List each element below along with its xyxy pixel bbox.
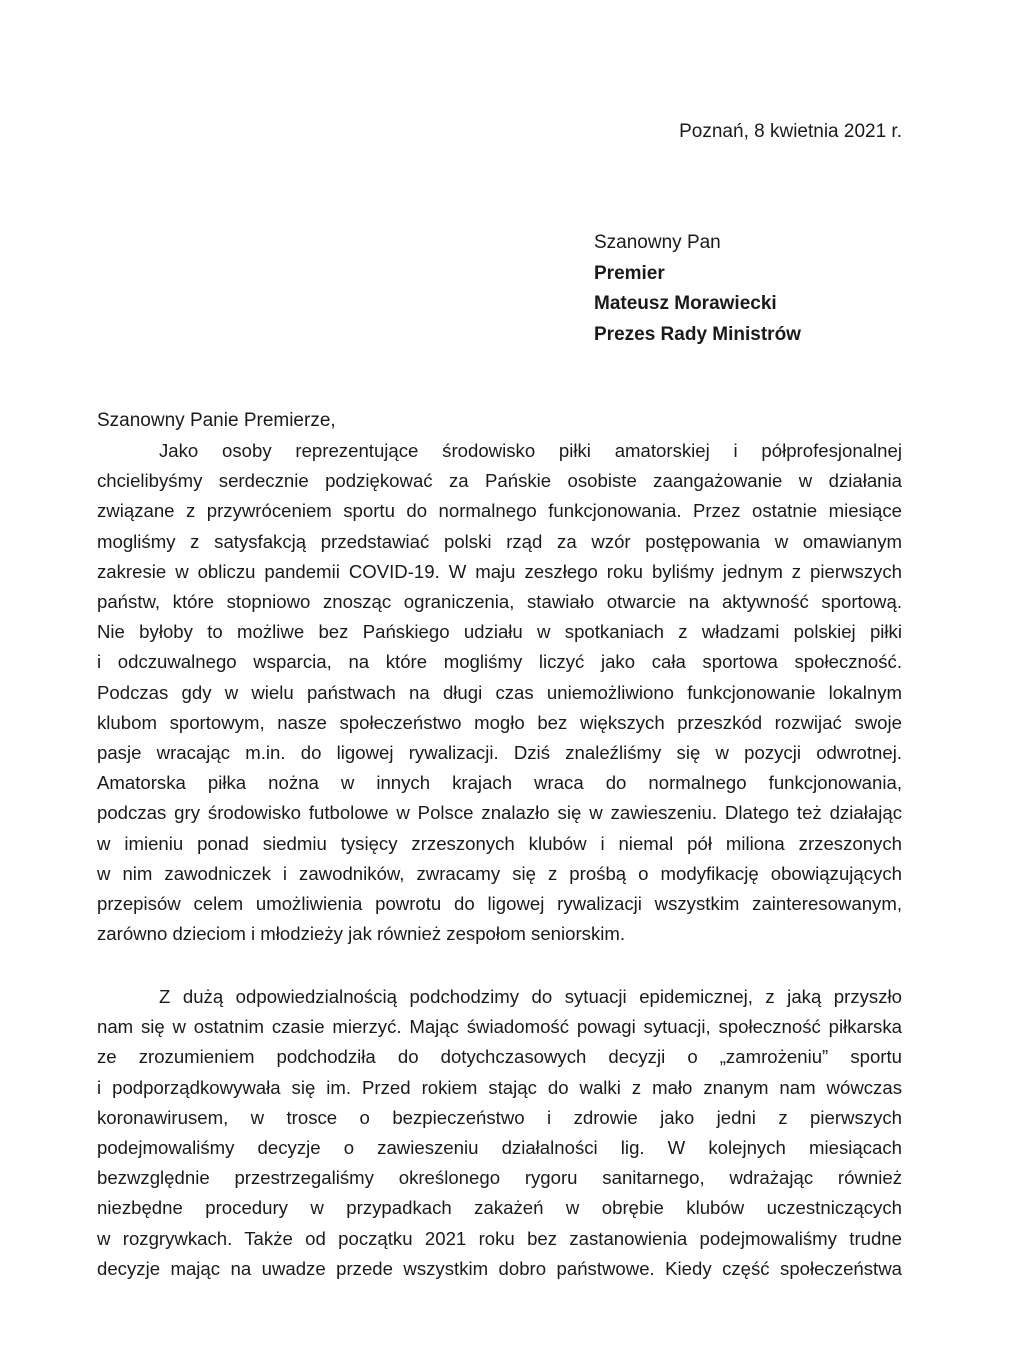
paragraph-line: mogliśmy z satysfakcją przedstawiać polski rząd za wzór postępowania w omawianym [97,530,902,552]
paragraph-line: Jako osoby reprezentujące środowisko piłki amatorskiej i półprofesjonalnej [159,440,902,461]
paragraph-line: chcielibyśmy serdecznie podziękować za Pańskie osobiste zaangażowanie w działania [97,470,902,492]
paragraph-line: Amatorska piłka nożna w innych krajach wraca do normalnego funkcjonowania, [97,772,902,794]
salutation: Szanowny Panie Premierze, [97,410,336,431]
paragraph-line: przepisów celem umożliwienia powrotu do ligowej rywalizacji wszystkim zainteresowanym, [97,893,902,915]
paragraph-line: decyzje mając na uwadze przede wszystkim dobro państwowe. Kiedy część społeczeństwa [97,1257,902,1279]
addressee-position: Prezes Rady Ministrów [594,323,801,345]
paragraph-line: w imieniu ponad siedmiu tysięcy zrzeszonych klubów i niemal pół miliona zrzeszonych [97,832,902,854]
paragraph-line: ze zrozumieniem podchodziła do dotychczasowych decyzji o „zamrożeniu” sportu [97,1046,902,1068]
paragraph-line: nam się w ostatnim czasie mierzyć. Mając świadomość powagi sytuacji, społeczność piłkarska [97,1016,902,1038]
letter-date: Poznań, 8 kwietnia 2021 r. [679,121,902,142]
paragraph-line: zakresie w obliczu pandemii COVID-19. W maju zeszłego roku byliśmy jednym z pierwszych [97,560,902,582]
paragraph-line: Nie byłoby to możliwe bez Pańskiego udziału w spotkaniach z władzami polskiej piłki [97,621,902,643]
paragraph-line: w nim zawodniczek i zawodników, zwracamy się z prośbą o modyfikację obowiązujących [97,862,902,884]
addressee-block [594,228,801,350]
paragraph-line: w rozgrywkach. Także od początku 2021 roku bez zastanowienia podejmowaliśmy trudne [97,1227,902,1249]
paragraph-line: pasje wracając m.in. do ligowej rywalizacji. Dziś znaleźliśmy się w pozycji odwrotnej. [97,742,902,764]
paragraph-line: koronawirusem, w trosce o bezpieczeństwo i zdrowie jako jedni z pierwszych [97,1106,902,1128]
body-paragraph-2 [97,982,902,1284]
paragraph-line: Podczas gdy w wielu państwach na długi czas uniemożliwiono funkcjonowanie lokalnym [97,681,902,703]
addressee-line-1: Szanowny Pan [594,232,721,253]
paragraph-line: państw, które stopniowo znosząc ograniczenia, stawiało otwarcie na aktywność sportową. [97,591,902,613]
paragraph-line: bezwzględnie przestrzegaliśmy określonego rygoru sanitarnego, wdrażając również [97,1167,902,1189]
paragraph-line: związane z przywróceniem sportu do normalnego funkcjonowania. Przez ostatnie miesiące [97,500,902,522]
paragraph-line: i odczuwalnego wsparcia, na które mogliśmy liczyć jako cała sportowa społeczność. [97,651,902,673]
addressee-name: Mateusz Morawiecki [594,293,777,314]
paragraph-line: i podporządkowywała się im. Przed rokiem stając do walki z mało znanym nam wówczas [97,1076,902,1098]
paragraph-line: zarówno dzieciom i młodzieży jak również zespołom seniorskim. [97,923,626,945]
paragraph-line: Z dużą odpowiedzialnością podchodzimy do sytuacji epidemicznej, z jaką przyszło [159,986,902,1007]
paragraph-line: klubom sportowym, nasze społeczeństwo mogło bez większych przeszkód rozwijać swoje [97,711,902,733]
paragraph-line: podejmowaliśmy decyzje o zawieszeniu działalności lig. W kolejnych miesiącach [97,1137,902,1159]
addressee-title: Premier [594,262,665,284]
paragraph-line: podczas gry środowisko futbolowe w Polsce znalazło się w zawieszeniu. Dlatego też działając [97,802,902,824]
body-paragraph-1 [97,436,902,949]
paragraph-line: niezbędne procedury w przypadkach zakażeń w obrębie klubów uczestniczących [97,1197,902,1219]
